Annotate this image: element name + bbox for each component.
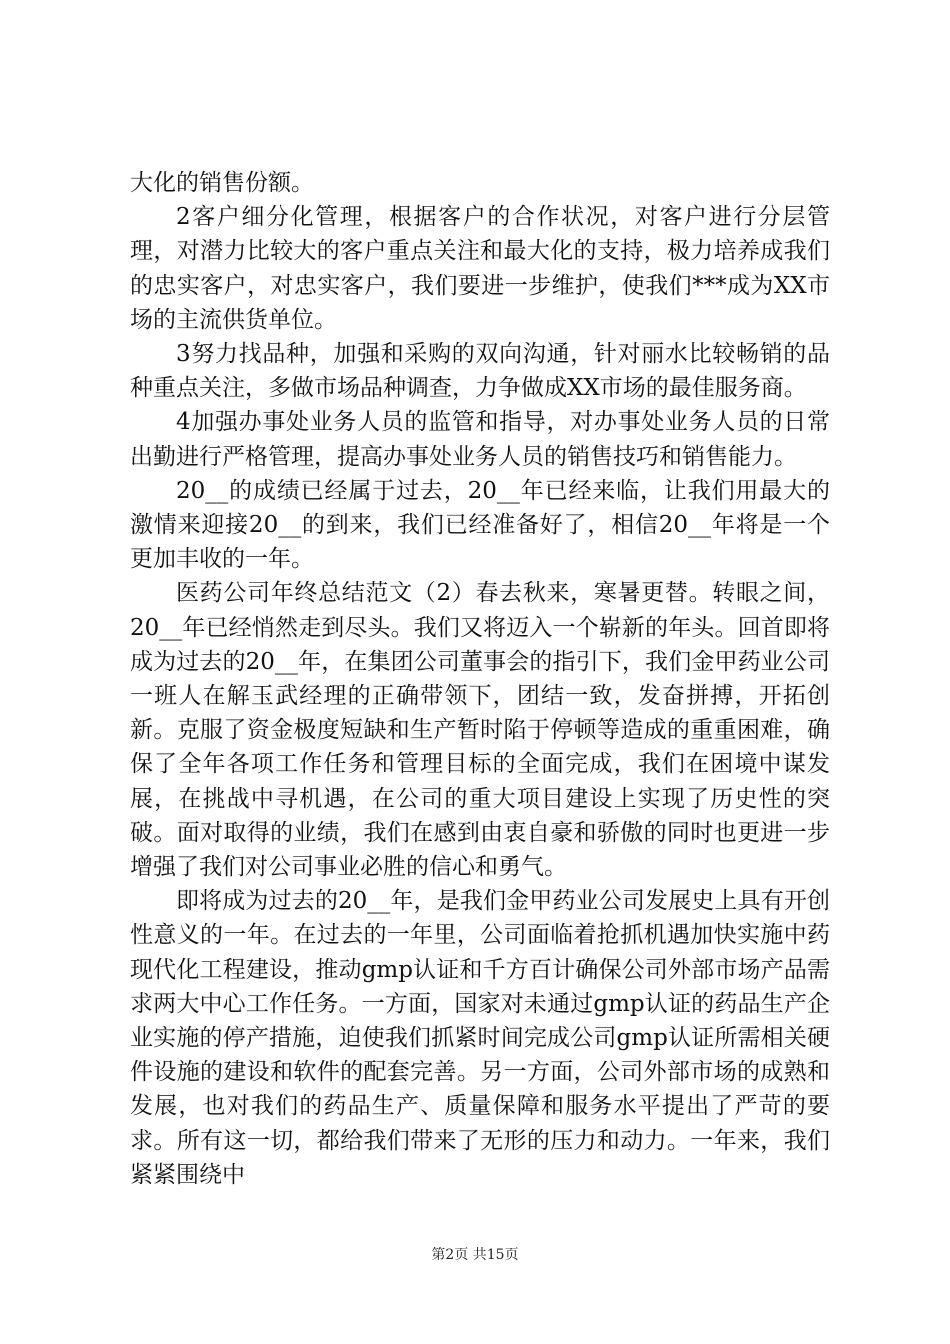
paragraph-continuation: 大化的销售份额。 (130, 170, 314, 196)
paragraph-year-review: 即将成为过去的20__年，是我们金甲药业公司发展史上具有开创性意义的一年。在过去的一年里，公司面临着抢抓机遇加快实施中药现代化工程建设，推动gmp认证和千方百计确保公司外部市场产品需求两大中心工作任务。一方面，国家对未通过gmp认证的药品生产企业实施的停产措施，迫使我们抓紧时间完成公司gmp认证所需相关硬件设施的建设和软件的配套完善。另一方面，公司外部市场的成熟和发展，也对我们的药品生产、质量保障和服务水平提出了严苛的要求。所有这一切，都给我们带来了无形的压力和动力。一年来，我们紧紧围绕中 (130, 888, 830, 1188)
paragraph-office-staff: 4加强办事处业务人员的监管和指导，对办事处业务人员的日常出勤进行严格管理，提高办事处业务人员的销售技巧和销售能力。 (130, 409, 830, 470)
paragraph-summary-intro: 医药公司年终总结范文（2）春去秋来，寒暑更替。转眼之间，20__年已经悄然走到尽头。我们又将迈入一个崭新的年头。回首即将成为过去的20__年，在集团公司董事会的指引下，我们金甲药业公司一班人在解玉武经理的正确带领下，团结一致，发奋拼搏，开拓创新。克服了资金极度短缺和生产暂时陷于停顿等造成的重重困难，确保了全年各项工作任务和管理目标的全面完成，我们在困境中谋发展，在挑战中寻机遇，在公司的重大项目建设上实现了历史性的突破。面对取得的业绩，我们在感到由衷自豪和骄傲的同时也更进一步增强了我们对公司事业必胜的信心和勇气。 (130, 580, 830, 881)
document-body (130, 166, 830, 1192)
page-number-footer: 第2页 共15页 (431, 1247, 519, 1263)
paragraph-product-variety: 3努力找品种，加强和采购的双向沟通，针对丽水比较畅销的品种重点关注，多做市场品种调查，力争做成XX市场的最佳服务商。 (130, 341, 830, 402)
paragraph-outlook: 20__的成绩已经属于过去，20__年已经来临，让我们用最大的激情来迎接20__的到来，我们已经准备好了，相信20__年将是一个更加丰收的一年。 (130, 477, 830, 573)
paragraph-customer-management: 2客户细分化管理，根据客户的合作状况，对客户进行分层管理，对潜力比较大的客户重点关注和最大化的支持，极力培养成我们的忠实客户，对忠实客户，我们要进一步维护，使我们***成为XX市场的主流供货单位。 (130, 204, 830, 333)
